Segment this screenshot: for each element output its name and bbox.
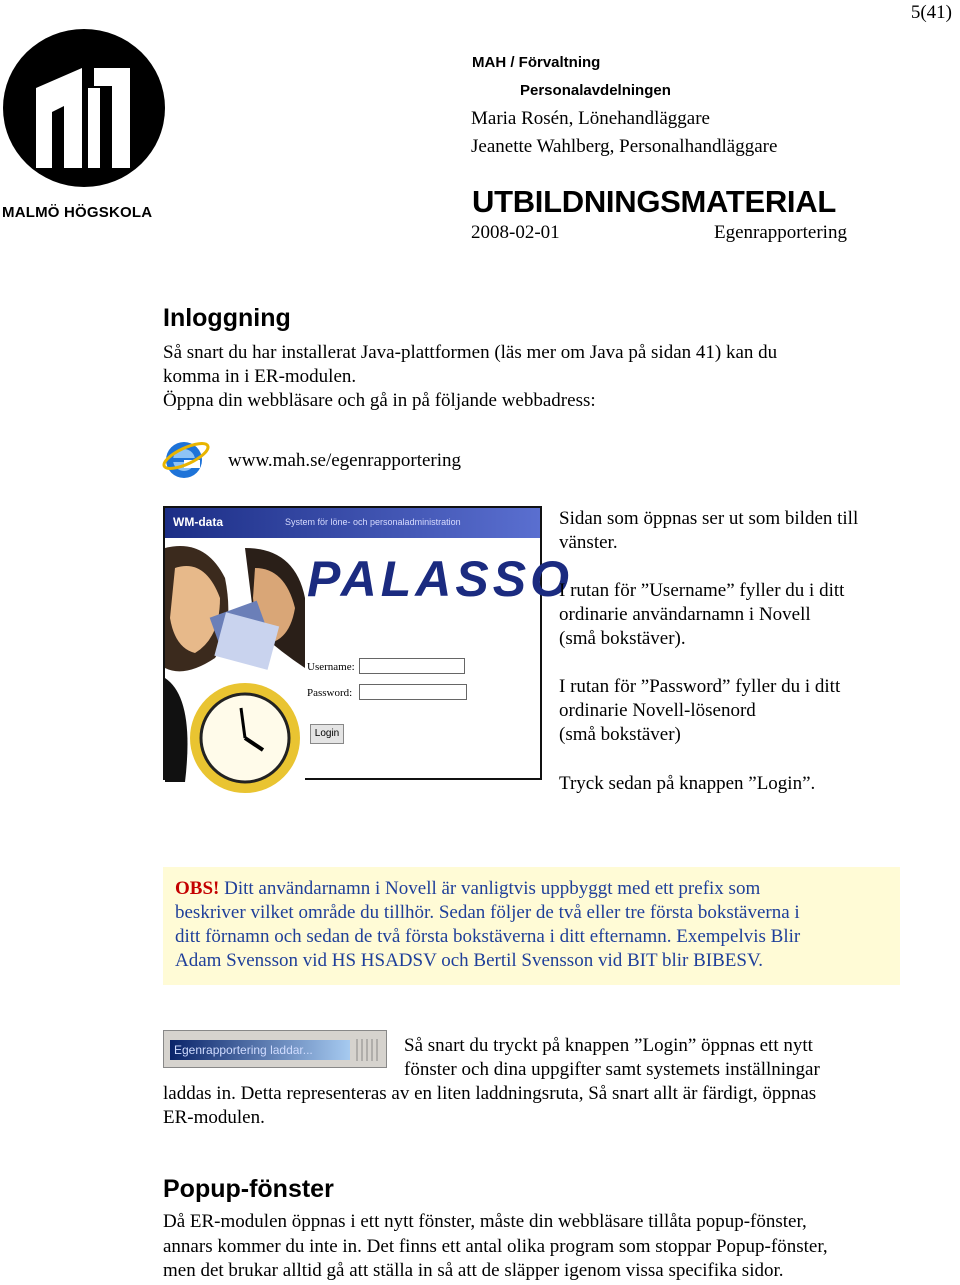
header-department: Personalavdelningen — [520, 82, 671, 99]
logo-wordmark: MALMÖ HÖGSKOLA — [2, 204, 153, 221]
login-screenshot — [163, 506, 573, 780]
screenshot-logo: PALASSO — [307, 551, 573, 607]
screenshot-brand: WM-data — [173, 515, 223, 529]
loading-bar: Egenrapportering laddar... — [170, 1040, 350, 1060]
side-line: ordinarie Novell-lösenord — [559, 700, 756, 721]
side-line: Sidan som öppnas ser ut som bilden till — [559, 508, 859, 529]
doc-type: Egenrapportering — [714, 222, 847, 243]
side-line: I rutan för ”Password” fyller du i ditt — [559, 676, 841, 697]
header-person-1: Maria Rosén, Lönehandläggare — [471, 108, 710, 129]
obs-label: OBS! — [175, 878, 220, 899]
obs-line-3: ditt förnamn och sedan de två första bokstäverna i ditt efternamn. Exempelvis Blir — [175, 926, 801, 947]
side-paragraph-1 — [559, 507, 899, 555]
popup-line-1: Då ER-modulen öppnas i ett nytt fönster, måste din webbläsare tillåta popup-fönster, — [163, 1211, 807, 1232]
password-input[interactable] — [359, 684, 467, 700]
url-link[interactable]: www.mah.se/egenrapportering — [228, 450, 462, 471]
side-line: ordinarie användarnamn i Novell — [559, 604, 811, 625]
side-paragraph-3 — [559, 675, 899, 747]
doc-title: UTBILDNINGSMATERIAL — [472, 184, 836, 219]
illustration-faces-clock — [165, 538, 305, 782]
intro-line-2: komma in i ER-modulen. — [163, 366, 357, 387]
username-input[interactable] — [359, 658, 465, 674]
logo-mark-icon — [2, 28, 167, 188]
side-line: vänster. — [559, 532, 618, 553]
popup-line-3: men det brukar alltid gå att ställa in så att de släpper igenom vissa specifika sidor. — [163, 1260, 784, 1281]
login-button[interactable]: Login — [310, 724, 344, 744]
malmo-hogskola-logo — [2, 28, 167, 224]
obs-line-2: beskriver vilket område du tillhör. Sedan följer de två eller tre första bokstäverna i — [175, 902, 800, 923]
loading-line-3: laddas in. Detta representeras av en liten laddningsruta, Så snart allt är färdigt, öppnas — [163, 1083, 817, 1104]
internet-explorer-icon — [160, 434, 210, 484]
loading-line-2: fönster och dina uppgifter samt systemets inställningar — [404, 1059, 820, 1080]
obs-line-1 — [175, 877, 888, 901]
screenshot-subtitle: System för löne- och personaladministration — [285, 517, 461, 527]
header-org: MAH / Förvaltning — [472, 54, 601, 71]
password-label: Password: — [307, 687, 353, 699]
username-label: Username: — [307, 661, 355, 673]
obs-note — [163, 867, 900, 985]
side-line: Tryck sedan på knappen ”Login”. — [559, 773, 816, 794]
obs-text: Ditt användarnamn i Novell är vanligtvis uppbyggt med ett prefix som — [219, 878, 761, 899]
side-line: (små bokstäver) — [559, 724, 681, 745]
side-paragraph-4 — [559, 772, 899, 796]
header-person-2: Jeanette Wahlberg, Personalhandläggare — [471, 136, 778, 157]
doc-date: 2008-02-01 — [471, 222, 560, 243]
section-heading-inloggning: Inloggning — [163, 304, 291, 332]
side-line: (små bokstäver). — [559, 628, 686, 649]
loading-line-1: Så snart du tryckt på knappen ”Login” öppnas ett nytt — [404, 1035, 813, 1056]
loading-line-4: ER-modulen. — [163, 1107, 265, 1128]
popup-line-2: annars kommer du inte in. Det finns ett antal olika program som stoppar Popup-fönster, — [163, 1236, 828, 1257]
page-number: 5(41) — [910, 2, 952, 23]
obs-line-4: Adam Svensson vid HS HSADSV och Bertil Svensson vid BIT blir BIBESV. — [175, 950, 763, 971]
side-line: I rutan för ”Username” fyller du i ditt — [559, 580, 845, 601]
loading-grip-icon — [356, 1039, 380, 1061]
loading-window — [163, 1030, 387, 1068]
section-heading-popup: Popup-fönster — [163, 1175, 334, 1203]
intro-line-1: Så snart du har installerat Java-plattformen (läs mer om Java på sidan 41) kan du — [163, 342, 778, 363]
intro-line-3: Öppna din webbläsare och gå in på följande webbadress: — [163, 390, 596, 411]
side-paragraph-2 — [559, 579, 899, 651]
